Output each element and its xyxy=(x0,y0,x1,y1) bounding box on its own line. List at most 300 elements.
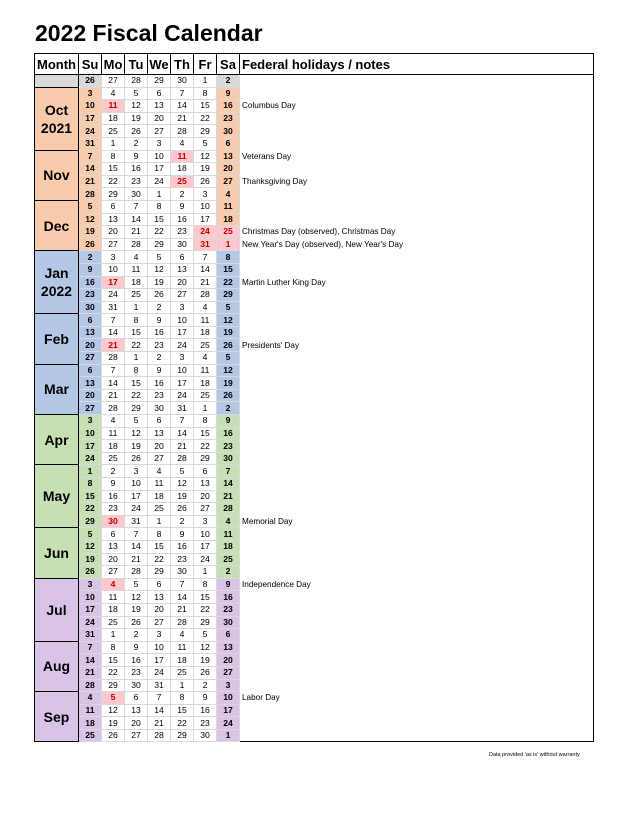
month-header: Month xyxy=(35,54,79,75)
week-row xyxy=(35,415,594,428)
month-label-part: Jan xyxy=(44,265,69,282)
day-cell-mo: 13 xyxy=(102,540,125,553)
week-row xyxy=(35,314,594,327)
day-cell-fr: 2 xyxy=(194,679,217,692)
day-cell-we: 17 xyxy=(148,654,171,667)
week-row xyxy=(35,566,594,579)
day-cell-we: 29 xyxy=(148,566,171,579)
day-cell-su: 28 xyxy=(79,679,102,692)
day-cell-we: 24 xyxy=(148,175,171,188)
week-row xyxy=(35,704,594,717)
day-cell-su: 2 xyxy=(79,251,102,264)
day-cell-fr: 22 xyxy=(194,440,217,453)
day-cell-su: 14 xyxy=(79,654,102,667)
day-cell-tu: 19 xyxy=(125,112,148,125)
holiday-day-cell: 11 xyxy=(102,100,125,113)
day-cell-we: 11 xyxy=(148,478,171,491)
day-cell-sa: 8 xyxy=(217,251,240,264)
header-row xyxy=(35,54,594,75)
holiday-note: Christmas Day (observed), Christmas Day xyxy=(240,226,594,239)
day-cell-sa: 19 xyxy=(217,326,240,339)
day-cell-sa: 23 xyxy=(217,603,240,616)
day-cell-mo: 27 xyxy=(102,238,125,251)
day-cell-tu: 19 xyxy=(125,603,148,616)
day-cell-th: 20 xyxy=(171,276,194,289)
week-row xyxy=(35,641,594,654)
day-cell-fr: 20 xyxy=(194,490,217,503)
day-cell-sa: 14 xyxy=(217,478,240,491)
day-cell-sa: 20 xyxy=(217,654,240,667)
holiday-note xyxy=(240,289,594,302)
week-row xyxy=(35,163,594,176)
day-cell-mo: 25 xyxy=(102,452,125,465)
day-cell-su: 1 xyxy=(79,465,102,478)
day-cell-su: 20 xyxy=(79,339,102,352)
day-cell-we: 27 xyxy=(148,452,171,465)
holiday-note xyxy=(240,465,594,478)
week-row xyxy=(35,377,594,390)
day-cell-fr: 19 xyxy=(194,654,217,667)
day-cell-th: 25 xyxy=(171,666,194,679)
week-row xyxy=(35,188,594,201)
holiday-note xyxy=(240,566,594,579)
day-cell-mo: 20 xyxy=(102,226,125,239)
day-cell-fr: 1 xyxy=(194,402,217,415)
day-cell-th: 28 xyxy=(171,616,194,629)
day-cell-mo: 25 xyxy=(102,125,125,138)
day-cell-th: 5 xyxy=(171,465,194,478)
holiday-note xyxy=(240,641,594,654)
week-row xyxy=(35,251,594,264)
week-row xyxy=(35,540,594,553)
holiday-day-cell: 31 xyxy=(194,238,217,251)
day-cell-fr: 5 xyxy=(194,629,217,642)
holiday-note: Martin Luther King Day xyxy=(240,276,594,289)
holiday-note xyxy=(240,427,594,440)
week-row xyxy=(35,276,594,289)
day-cell-th: 12 xyxy=(171,478,194,491)
day-cell-su: 12 xyxy=(79,213,102,226)
day-cell-mo: 4 xyxy=(102,87,125,100)
day-cell-th: 9 xyxy=(171,528,194,541)
week-row xyxy=(35,339,594,352)
holiday-note xyxy=(240,540,594,553)
day-cell-fr: 10 xyxy=(194,200,217,213)
day-cell-mo: 22 xyxy=(102,175,125,188)
day-cell-su: 17 xyxy=(79,112,102,125)
day-cell-fr: 22 xyxy=(194,603,217,616)
day-cell-we: 25 xyxy=(148,503,171,516)
day-cell-mo: 18 xyxy=(102,440,125,453)
day-cell-th: 11 xyxy=(171,641,194,654)
day-cell-th: 24 xyxy=(171,339,194,352)
week-row xyxy=(35,490,594,503)
day-cell-fr: 3 xyxy=(194,188,217,201)
day-cell-sa: 22 xyxy=(217,276,240,289)
holiday-note xyxy=(240,251,594,264)
day-cell-tu: 4 xyxy=(125,251,148,264)
week-row xyxy=(35,213,594,226)
day-cell-su: 24 xyxy=(79,452,102,465)
week-row xyxy=(35,200,594,213)
day-cell-sa: 16 xyxy=(217,100,240,113)
day-cell-th: 17 xyxy=(171,377,194,390)
day-cell-tu: 1 xyxy=(125,301,148,314)
day-cell-fr: 25 xyxy=(194,339,217,352)
day-cell-we: 30 xyxy=(148,402,171,415)
day-cell-we: 31 xyxy=(148,679,171,692)
day-cell-fr: 26 xyxy=(194,175,217,188)
day-cell-mo: 27 xyxy=(102,566,125,579)
day-cell-su: 13 xyxy=(79,326,102,339)
day-cell-mo: 1 xyxy=(102,629,125,642)
day-cell-fr: 15 xyxy=(194,591,217,604)
day-cell-we: 16 xyxy=(148,377,171,390)
week-row xyxy=(35,263,594,276)
day-cell-fr: 3 xyxy=(194,515,217,528)
day-cell-sa: 7 xyxy=(217,465,240,478)
day-cell-we: 16 xyxy=(148,326,171,339)
week-row xyxy=(35,629,594,642)
day-cell-we: 21 xyxy=(148,717,171,730)
day-cell-sa: 2 xyxy=(217,75,240,88)
day-cell-mo: 31 xyxy=(102,301,125,314)
holiday-day-cell: 17 xyxy=(102,276,125,289)
day-cell-we: 22 xyxy=(148,226,171,239)
day-cell-tu: 9 xyxy=(125,150,148,163)
month-label xyxy=(35,314,79,364)
month-label-part: Mar xyxy=(44,381,69,398)
week-row xyxy=(35,427,594,440)
day-cell-th: 23 xyxy=(171,553,194,566)
holiday-day-cell: 1 xyxy=(217,238,240,251)
week-row xyxy=(35,553,594,566)
day-cell-th: 19 xyxy=(171,490,194,503)
day-cell-we: 10 xyxy=(148,641,171,654)
day-cell-fr: 15 xyxy=(194,427,217,440)
day-cell-sa: 12 xyxy=(217,314,240,327)
holiday-note xyxy=(240,616,594,629)
day-cell-sa: 16 xyxy=(217,427,240,440)
day-cell-su: 10 xyxy=(79,100,102,113)
day-cell-su: 7 xyxy=(79,150,102,163)
holiday-note: Labor Day xyxy=(240,692,594,705)
day-cell-sa: 23 xyxy=(217,440,240,453)
day-cell-tu: 19 xyxy=(125,440,148,453)
day-cell-sa: 2 xyxy=(217,402,240,415)
day-cell-mo: 18 xyxy=(102,112,125,125)
holiday-day-cell: 11 xyxy=(171,150,194,163)
month-label xyxy=(35,578,79,641)
holiday-note xyxy=(240,629,594,642)
day-cell-we: 20 xyxy=(148,440,171,453)
holiday-note xyxy=(240,478,594,491)
day-cell-fr: 8 xyxy=(194,578,217,591)
holiday-note xyxy=(240,402,594,415)
day-cell-we: 20 xyxy=(148,603,171,616)
day-cell-we: 20 xyxy=(148,112,171,125)
day-cell-th: 26 xyxy=(171,503,194,516)
day-cell-mo: 14 xyxy=(102,326,125,339)
day-cell-tu: 10 xyxy=(125,478,148,491)
day-cell-th: 3 xyxy=(171,352,194,365)
holiday-note xyxy=(240,503,594,516)
day-cell-fr: 18 xyxy=(194,377,217,390)
day-cell-th: 22 xyxy=(171,717,194,730)
day-cell-tu: 2 xyxy=(125,629,148,642)
holiday-note: New Year's Day (observed), New Year's Day xyxy=(240,238,594,251)
day-cell-su: 5 xyxy=(79,200,102,213)
day-cell-su: 8 xyxy=(79,478,102,491)
day-cell-mo: 19 xyxy=(102,717,125,730)
day-cell-su: 6 xyxy=(79,364,102,377)
day-cell-mo: 12 xyxy=(102,704,125,717)
month-label xyxy=(35,528,79,578)
day-cell-su: 23 xyxy=(79,289,102,302)
day-cell-fr: 28 xyxy=(194,289,217,302)
week-row xyxy=(35,440,594,453)
month-label xyxy=(35,150,79,200)
day-cell-su: 24 xyxy=(79,616,102,629)
month-label-part: 2022 xyxy=(40,283,73,300)
day-cell-tu: 26 xyxy=(125,616,148,629)
month-label-part: Aug xyxy=(42,658,71,675)
day-header-th: Th xyxy=(171,54,194,75)
day-cell-fr: 6 xyxy=(194,465,217,478)
day-cell-th: 18 xyxy=(171,654,194,667)
month-label-part: Dec xyxy=(43,217,70,234)
day-cell-th: 16 xyxy=(171,213,194,226)
day-cell-fr: 9 xyxy=(194,692,217,705)
day-cell-we: 9 xyxy=(148,314,171,327)
day-cell-we: 22 xyxy=(148,553,171,566)
week-row xyxy=(35,100,594,113)
day-cell-fr: 11 xyxy=(194,364,217,377)
day-cell-we: 7 xyxy=(148,692,171,705)
holiday-note xyxy=(240,603,594,616)
day-cell-th: 9 xyxy=(171,200,194,213)
day-cell-we: 19 xyxy=(148,276,171,289)
day-cell-th: 7 xyxy=(171,415,194,428)
day-cell-fr: 12 xyxy=(194,641,217,654)
day-cell-su: 28 xyxy=(79,188,102,201)
page-title: 2022 Fiscal Calendar xyxy=(35,20,263,46)
day-cell-th: 16 xyxy=(171,540,194,553)
day-cell-th: 10 xyxy=(171,364,194,377)
month-label-part: 2021 xyxy=(40,119,73,136)
week-row xyxy=(35,591,594,604)
day-cell-su: 31 xyxy=(79,629,102,642)
day-cell-mo: 10 xyxy=(102,263,125,276)
day-header-tu: Tu xyxy=(125,54,148,75)
day-cell-su: 19 xyxy=(79,226,102,239)
day-cell-tu: 24 xyxy=(125,503,148,516)
day-cell-fr: 15 xyxy=(194,100,217,113)
day-cell-tu: 16 xyxy=(125,654,148,667)
day-cell-mo: 26 xyxy=(102,729,125,742)
holiday-note xyxy=(240,200,594,213)
holiday-note xyxy=(240,75,594,88)
day-cell-we: 3 xyxy=(148,137,171,150)
holiday-day-cell: 25 xyxy=(217,226,240,239)
day-cell-fr: 30 xyxy=(194,729,217,742)
holiday-note xyxy=(240,729,594,742)
holiday-note xyxy=(240,213,594,226)
day-cell-fr: 17 xyxy=(194,540,217,553)
holiday-note: Presidents' Day xyxy=(240,339,594,352)
month-label xyxy=(35,692,79,742)
day-cell-su: 15 xyxy=(79,490,102,503)
day-cell-tu: 12 xyxy=(125,100,148,113)
week-row xyxy=(35,478,594,491)
holiday-note: Columbus Day xyxy=(240,100,594,113)
day-cell-th: 24 xyxy=(171,389,194,402)
day-cell-we: 3 xyxy=(148,629,171,642)
day-cell-su: 13 xyxy=(79,377,102,390)
holiday-note: Independence Day xyxy=(240,578,594,591)
day-cell-su: 19 xyxy=(79,553,102,566)
day-cell-we: 12 xyxy=(148,263,171,276)
week-row xyxy=(35,578,594,591)
day-cell-sa: 9 xyxy=(217,415,240,428)
month-label xyxy=(35,75,79,88)
week-row xyxy=(35,301,594,314)
week-row xyxy=(35,175,594,188)
holiday-day-cell: 4 xyxy=(102,578,125,591)
day-cell-sa: 20 xyxy=(217,163,240,176)
holiday-note xyxy=(240,415,594,428)
day-cell-tu: 1 xyxy=(125,352,148,365)
week-row xyxy=(35,402,594,415)
day-cell-tu: 8 xyxy=(125,364,148,377)
day-cell-su: 3 xyxy=(79,415,102,428)
day-cell-fr: 17 xyxy=(194,213,217,226)
day-cell-fr: 25 xyxy=(194,389,217,402)
day-cell-th: 21 xyxy=(171,603,194,616)
day-cell-th: 10 xyxy=(171,314,194,327)
day-cell-we: 1 xyxy=(148,188,171,201)
day-cell-tu: 9 xyxy=(125,641,148,654)
day-cell-we: 9 xyxy=(148,364,171,377)
holiday-note xyxy=(240,352,594,365)
day-cell-th: 23 xyxy=(171,226,194,239)
month-label xyxy=(35,200,79,250)
holiday-note xyxy=(240,301,594,314)
day-cell-tu: 12 xyxy=(125,591,148,604)
week-row xyxy=(35,666,594,679)
day-cell-mo: 7 xyxy=(102,314,125,327)
holiday-note xyxy=(240,137,594,150)
day-cell-mo: 11 xyxy=(102,427,125,440)
holiday-note xyxy=(240,326,594,339)
week-row xyxy=(35,352,594,365)
day-header-fr: Fr xyxy=(194,54,217,75)
day-cell-su: 21 xyxy=(79,666,102,679)
day-cell-we: 5 xyxy=(148,251,171,264)
week-row xyxy=(35,452,594,465)
day-cell-sa: 6 xyxy=(217,629,240,642)
day-cell-we: 2 xyxy=(148,301,171,314)
day-cell-we: 15 xyxy=(148,540,171,553)
day-cell-tu: 21 xyxy=(125,553,148,566)
day-cell-tu: 20 xyxy=(125,717,148,730)
day-cell-sa: 23 xyxy=(217,112,240,125)
day-cell-tu: 3 xyxy=(125,465,148,478)
week-row xyxy=(35,289,594,302)
month-label xyxy=(35,641,79,691)
day-cell-th: 14 xyxy=(171,427,194,440)
day-cell-we: 2 xyxy=(148,352,171,365)
day-cell-tu: 21 xyxy=(125,226,148,239)
day-cell-tu: 5 xyxy=(125,578,148,591)
holiday-note xyxy=(240,87,594,100)
day-cell-tu: 7 xyxy=(125,200,148,213)
day-cell-tu: 23 xyxy=(125,666,148,679)
fiscal-calendar-table xyxy=(34,53,594,742)
day-cell-sa: 30 xyxy=(217,452,240,465)
day-cell-fr: 22 xyxy=(194,112,217,125)
month-label-part: Feb xyxy=(44,330,69,347)
day-cell-th: 29 xyxy=(171,729,194,742)
week-row xyxy=(35,729,594,742)
day-cell-sa: 21 xyxy=(217,490,240,503)
day-cell-sa: 18 xyxy=(217,540,240,553)
month-label-part: Apr xyxy=(44,431,69,448)
day-cell-th: 21 xyxy=(171,440,194,453)
day-cell-fr: 27 xyxy=(194,503,217,516)
day-cell-su: 27 xyxy=(79,402,102,415)
day-cell-fr: 19 xyxy=(194,163,217,176)
day-cell-su: 9 xyxy=(79,263,102,276)
day-cell-su: 10 xyxy=(79,427,102,440)
day-cell-su: 20 xyxy=(79,389,102,402)
day-cell-sa: 27 xyxy=(217,175,240,188)
day-cell-th: 27 xyxy=(171,289,194,302)
day-cell-tu: 5 xyxy=(125,87,148,100)
day-cell-sa: 1 xyxy=(217,729,240,742)
day-cell-we: 29 xyxy=(148,75,171,88)
day-cell-sa: 11 xyxy=(217,528,240,541)
day-cell-we: 6 xyxy=(148,578,171,591)
day-cell-mo: 2 xyxy=(102,465,125,478)
month-label-part: May xyxy=(42,488,71,505)
day-cell-th: 4 xyxy=(171,629,194,642)
day-cell-tu: 22 xyxy=(125,339,148,352)
month-label-part: Jun xyxy=(44,545,69,562)
holiday-note xyxy=(240,679,594,692)
day-cell-su: 27 xyxy=(79,352,102,365)
week-row xyxy=(35,112,594,125)
day-header-sa: Sa xyxy=(217,54,240,75)
day-cell-sa: 26 xyxy=(217,389,240,402)
day-cell-tu: 7 xyxy=(125,528,148,541)
day-cell-tu: 16 xyxy=(125,163,148,176)
day-cell-we: 13 xyxy=(148,427,171,440)
day-cell-su: 6 xyxy=(79,314,102,327)
day-cell-tu: 26 xyxy=(125,452,148,465)
day-cell-fr: 8 xyxy=(194,415,217,428)
day-cell-su: 10 xyxy=(79,591,102,604)
day-cell-su: 11 xyxy=(79,704,102,717)
day-cell-mo: 7 xyxy=(102,364,125,377)
day-cell-fr: 29 xyxy=(194,616,217,629)
day-cell-mo: 9 xyxy=(102,478,125,491)
month-label xyxy=(35,364,79,414)
day-cell-tu: 26 xyxy=(125,125,148,138)
week-row xyxy=(35,679,594,692)
day-cell-sa: 13 xyxy=(217,150,240,163)
day-cell-we: 6 xyxy=(148,415,171,428)
